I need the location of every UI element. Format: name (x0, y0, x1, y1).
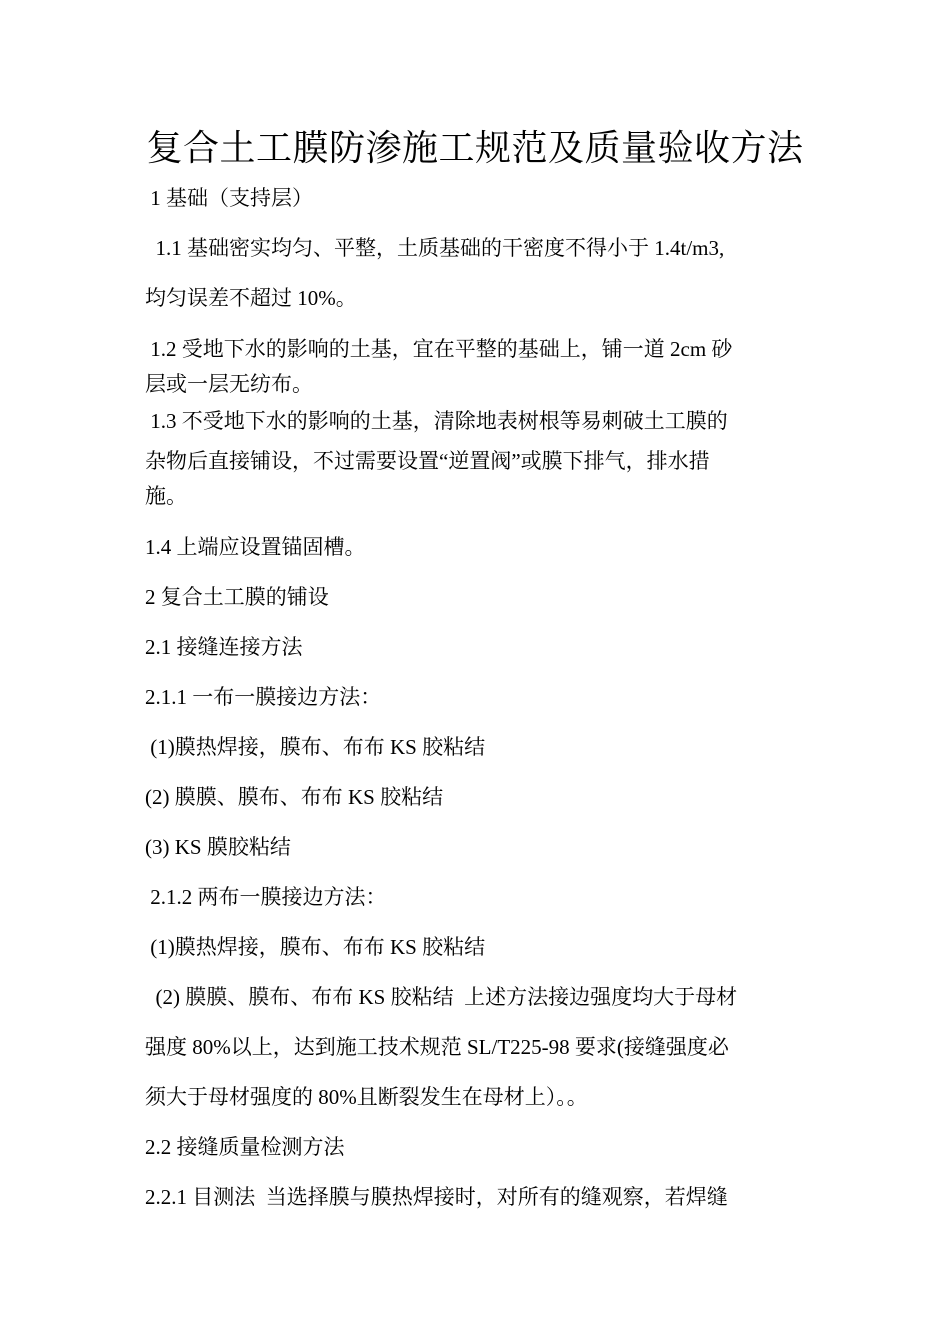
paragraph-1-3-line-3: 施。 (145, 484, 187, 508)
paragraph-2-1-2-line-1: (2) 膜膜、膜布、布布 KS 胶粘结 上述方法接边强度均大于母材 (145, 985, 738, 1009)
list-item: (2) 膜膜、膜布、布布 KS 胶粘结 (145, 785, 444, 809)
document-title: 复合土工膜防渗施工规范及质量验收方法 (146, 128, 804, 168)
paragraph-2-2-1-line-1: 2.2.1 目测法 当选择膜与膜热焊接时，对所有的缝观察，若焊缝 (145, 1185, 728, 1209)
paragraph-1-1-line-1: 1.1 基础密实均匀、平整，土质基础的干密度不得小于 1.4t/m3, (145, 236, 725, 260)
section-2-2-heading: 2.2 接缝质量检测方法 (145, 1135, 345, 1159)
paragraph-1-2-line-2: 层或一层无纺布。 (145, 372, 313, 396)
section-2-1-2-heading: 2.1.2 两布一膜接边方法： (145, 885, 387, 909)
section-1-heading: 1 基础（支持层） (145, 186, 313, 210)
section-2-1-1-heading: 2.1.1 一布一膜接边方法： (145, 685, 382, 709)
paragraph-2-1-2-line-2: 强度 80%以上，达到施工技术规范 SL/T225-98 要求(接缝强度必 (145, 1035, 729, 1059)
paragraph-1-3-line-2: 杂物后直接铺设，不过需要设置“逆置阀”或膜下排气，排水措 (145, 449, 710, 473)
list-item: (1)膜热焊接，膜布、布布 KS 胶粘结 (145, 735, 486, 759)
list-item: (3) KS 膜胶粘结 (145, 835, 291, 859)
paragraph-1-2-line-1: 1.2 受地下水的影响的土基，宜在平整的基础上，铺一道 2cm 砂 (145, 337, 733, 361)
list-item: (1)膜热焊接，膜布、布布 KS 胶粘结 (145, 935, 486, 959)
section-2-1-heading: 2.1 接缝连接方法 (145, 635, 303, 659)
paragraph-1-1-line-2: 均匀误差不超过 10%。 (145, 286, 357, 310)
paragraph-2-1-2-line-3: 须大于母材强度的 80%且断裂发生在母材上）。。 (145, 1085, 588, 1109)
section-2-heading: 2 复合土工膜的铺设 (145, 585, 329, 609)
paragraph-1-4: 1.4 上端应设置锚固槽。 (145, 535, 366, 559)
paragraph-1-3-line-1: 1.3 不受地下水的影响的土基，清除地表树根等易刺破土工膜的 (145, 409, 728, 433)
